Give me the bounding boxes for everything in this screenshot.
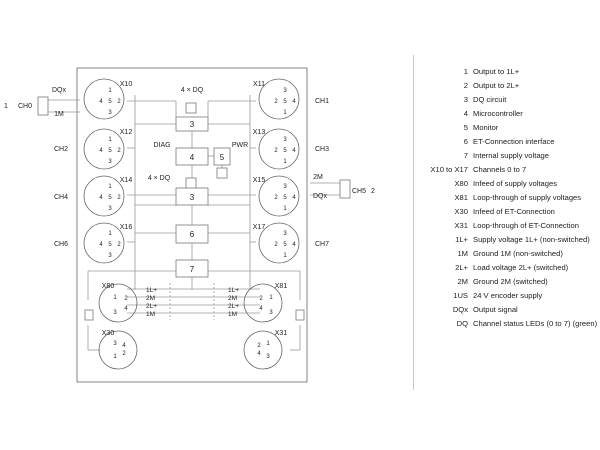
svg-text:2: 2	[257, 343, 261, 349]
block-7-label: 7	[189, 265, 195, 274]
svg-text:1: 1	[283, 159, 287, 165]
x12-pins	[99, 137, 121, 165]
svg-text:3: 3	[113, 310, 117, 316]
diag-label: DIAG	[153, 142, 171, 149]
x17-label: X17	[252, 224, 266, 231]
legend	[418, 65, 598, 331]
x10-pins	[99, 88, 121, 116]
legend-item: X80 Infeed of supply voltages	[454, 179, 558, 188]
x81-label: X81	[274, 283, 288, 290]
ch7-label: CH7	[314, 241, 330, 248]
x80-label: X80	[101, 283, 115, 290]
svg-text:3: 3	[113, 341, 117, 347]
svg-text:2: 2	[117, 99, 121, 105]
svg-text:5: 5	[108, 242, 112, 248]
svg-text:1L+: 1L+	[228, 287, 240, 294]
svg-text:3: 3	[108, 110, 112, 116]
svg-text:4: 4	[259, 306, 263, 312]
svg-text:2L+: 2L+	[146, 303, 158, 310]
svg-text:3: 3	[283, 231, 287, 237]
svg-text:2: 2	[122, 351, 126, 357]
svg-text:3: 3	[283, 137, 287, 143]
pwr-label: PWR	[231, 142, 249, 149]
svg-text:1: 1	[283, 206, 287, 212]
svg-text:5: 5	[283, 195, 287, 201]
svg-text:5: 5	[283, 99, 287, 105]
svg-text:1: 1	[113, 295, 117, 301]
svg-text:1: 1	[283, 110, 287, 116]
x14-label: X14	[119, 177, 133, 184]
svg-text:4: 4	[257, 351, 261, 357]
x15-pins	[274, 184, 296, 212]
block-4-label: 4	[189, 153, 195, 162]
svg-text:2: 2	[117, 195, 121, 201]
x30-pins	[113, 341, 126, 360]
svg-text:1M: 1M	[146, 311, 156, 318]
svg-text:4: 4	[99, 148, 103, 154]
svg-text:3: 3	[108, 206, 112, 212]
x80-pins	[113, 295, 128, 316]
x31-pins	[257, 341, 270, 360]
ch3-label: CH3	[314, 146, 330, 153]
svg-text:4: 4	[99, 195, 103, 201]
legend-item: 5 Monitor	[463, 123, 499, 132]
legend-item: 1 Output to 1L+	[463, 67, 520, 76]
svg-text:4: 4	[122, 343, 126, 349]
svg-text:1: 1	[108, 184, 112, 190]
svg-text:2: 2	[274, 148, 278, 154]
legend-item: X81 Loop-through of supply voltages	[454, 193, 582, 202]
svg-text:5: 5	[108, 195, 112, 201]
block-5-label: 5	[219, 153, 225, 162]
svg-text:5: 5	[283, 148, 287, 154]
dq4-mid-label: 4 × DQ	[147, 175, 171, 182]
x16-label: X16	[119, 224, 133, 231]
ch5-label: CH5	[351, 188, 367, 195]
ch2-label: CH2	[53, 146, 69, 153]
block-3-bottom-label: 3	[189, 193, 195, 202]
svg-text:5: 5	[283, 242, 287, 248]
ch4-label: CH4	[53, 194, 69, 201]
x10-label: X10	[119, 81, 133, 88]
block-6-label: 6	[189, 230, 195, 239]
svg-text:1M: 1M	[228, 311, 238, 318]
svg-text:2: 2	[259, 296, 263, 302]
legend-item: 7 Internal supply voltage	[463, 151, 549, 160]
ch0-label: CH0	[17, 103, 33, 110]
ch6-label: CH6	[53, 241, 69, 248]
svg-text:3: 3	[108, 159, 112, 165]
x11-pins	[274, 88, 296, 116]
legend-item: DQ Channel status LEDs (0 to 7) (green)	[456, 319, 598, 328]
svg-text:4: 4	[292, 99, 296, 105]
svg-text:4: 4	[99, 99, 103, 105]
legend-item: X31 Loop-through of ET-Connection	[454, 221, 579, 230]
x80-fuse	[85, 310, 93, 320]
x17-pins	[274, 231, 296, 259]
svg-text:2: 2	[274, 242, 278, 248]
legend-item: 1L+ Supply voltage 1L+ (non-switched)	[455, 235, 590, 244]
svg-text:2M: 2M	[228, 295, 238, 302]
legend-item: X10 to X17 Channels 0 to 7	[430, 165, 527, 174]
svg-text:2: 2	[124, 296, 128, 302]
x16-pins	[99, 231, 121, 259]
x31-label: X31	[274, 330, 288, 337]
svg-text:5: 5	[108, 148, 112, 154]
x30-label: X30	[101, 330, 115, 337]
svg-text:1: 1	[108, 137, 112, 143]
svg-text:3: 3	[283, 88, 287, 94]
ch0-number: 1	[4, 103, 8, 110]
svg-text:2L+: 2L+	[228, 303, 240, 310]
svg-text:2: 2	[274, 99, 278, 105]
svg-text:4: 4	[292, 148, 296, 154]
svg-text:1: 1	[266, 341, 270, 347]
svg-text:4: 4	[99, 242, 103, 248]
legend-item: 1US 24 V encoder supply	[453, 291, 543, 300]
one-m-left-label: 1M	[54, 111, 64, 118]
x12-label: X12	[119, 129, 133, 136]
svg-text:4: 4	[292, 242, 296, 248]
dq-led-mid	[186, 178, 196, 188]
dqx-left-label: DQx	[52, 87, 66, 94]
svg-text:1: 1	[108, 88, 112, 94]
legend-item: 1M Ground 1M (non-switched)	[457, 249, 563, 258]
svg-text:1: 1	[108, 231, 112, 237]
svg-text:3: 3	[283, 184, 287, 190]
legend-item: 4 Microcontroller	[463, 109, 523, 118]
svg-text:3: 3	[269, 310, 273, 316]
monitor-led	[217, 168, 227, 178]
legend-item: 3 DQ circuit	[463, 95, 507, 104]
svg-text:2: 2	[274, 195, 278, 201]
dq-led-top	[186, 103, 196, 113]
svg-text:3: 3	[266, 354, 270, 360]
legend-item: 6 ET-Connection interface	[463, 137, 555, 146]
svg-text:4: 4	[124, 306, 128, 312]
block-3-top-label: 3	[189, 120, 195, 129]
legend-item: X30 Infeed of ET-Connection	[454, 207, 555, 216]
x81-pins	[259, 295, 273, 316]
ch5-load	[340, 180, 350, 198]
svg-text:1: 1	[283, 253, 287, 259]
svg-text:2: 2	[117, 148, 121, 154]
ch1-label: CH1	[314, 98, 330, 105]
ch0-load	[38, 97, 48, 115]
x15-label: X15	[252, 177, 266, 184]
dqx-right-label: DQx	[313, 193, 327, 200]
dq4-top-label: 4 × DQ	[180, 87, 204, 94]
ch5-number: 2	[371, 188, 375, 195]
legend-item: DQx Output signal	[452, 305, 518, 314]
svg-text:2M: 2M	[146, 295, 156, 302]
legend-item: 2L+ Load voltage 2L+ (switched)	[455, 263, 569, 272]
svg-text:5: 5	[108, 99, 112, 105]
svg-text:1L+: 1L+	[146, 287, 158, 294]
svg-text:1: 1	[269, 295, 273, 301]
legend-item: 2M Ground 2M (switched)	[457, 277, 548, 286]
legend-item: 2 Output to 2L+	[463, 81, 520, 90]
svg-text:3: 3	[108, 253, 112, 259]
x11-label: X11	[253, 81, 265, 88]
svg-text:2: 2	[117, 242, 121, 248]
x13-pins	[274, 137, 296, 165]
x81-fuse	[296, 310, 304, 320]
x14-pins	[99, 184, 121, 212]
svg-text:4: 4	[292, 195, 296, 201]
two-m-right-label: 2M	[313, 174, 323, 181]
svg-text:1: 1	[113, 354, 117, 360]
legend-divider	[413, 55, 414, 390]
x13-label: X13	[252, 129, 266, 136]
